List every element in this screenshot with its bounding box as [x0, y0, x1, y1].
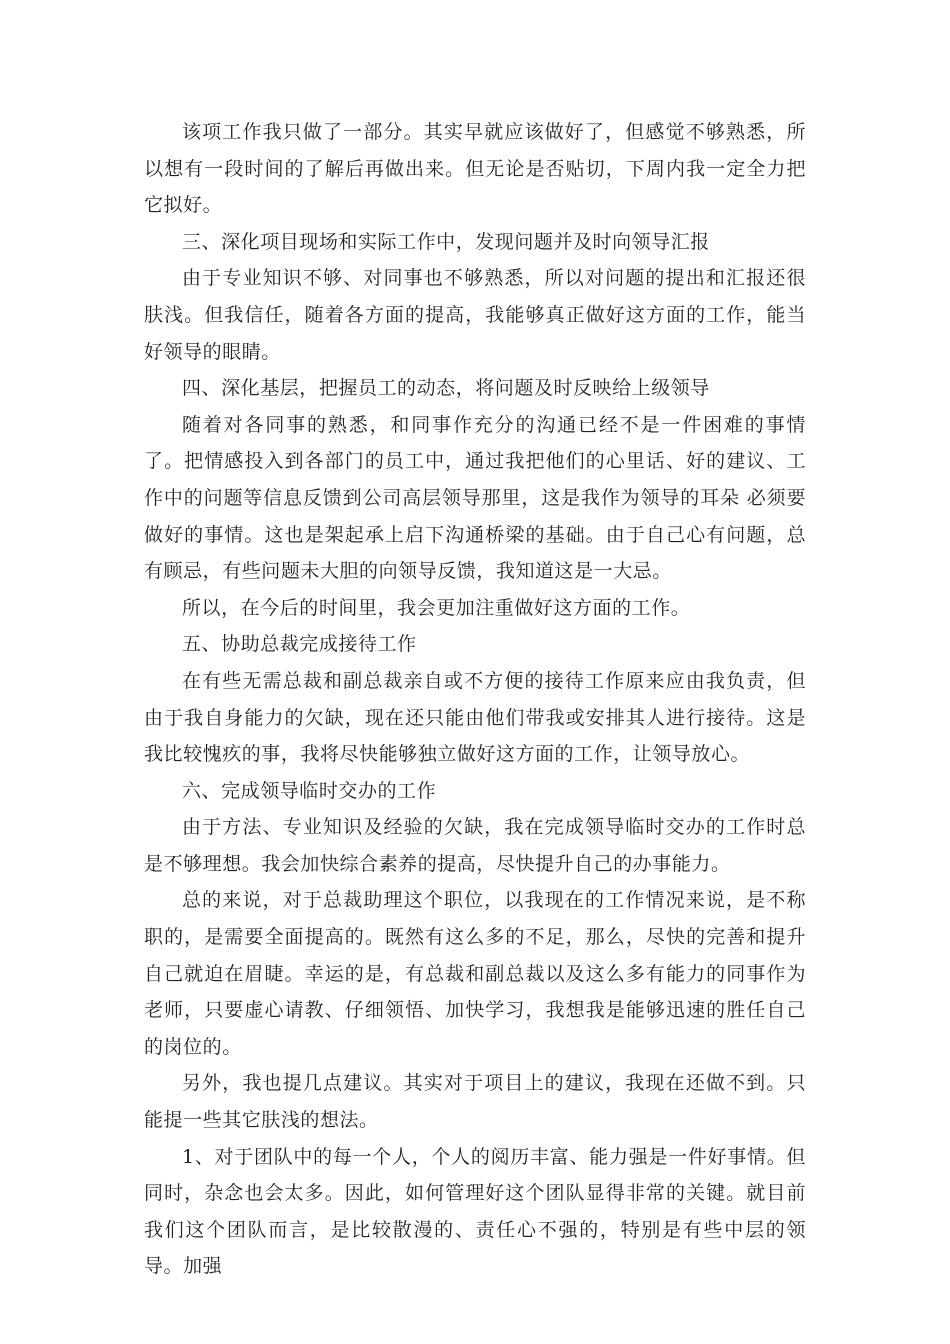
paragraph-8: 另外，我也提几点建议。其实对于项目上的建议，我现在还做不到。只能提一些其它肤浅的想法。	[144, 1072, 806, 1132]
paragraph-4: 所以，在今后的时间里，我会更加注重做好这方面的工作。	[182, 596, 691, 619]
paragraph-1: 该项工作我只做了一部分。其实早就应该做好了，但感觉不够熟悉，所以想有一段时间的了解后再做出来。但无论是否贴切，下周内我一定全力把它拟好。	[144, 121, 806, 217]
paragraph-6: 由于方法、专业知识及经验的欠缺，我在完成领导临时交办的工作时总是不够理想。我会加快综合素养的提高，尽快提升自己的办事能力。	[144, 816, 806, 875]
paragraph-3: 随着对各同事的熟悉，和同事作充分的沟通已经不是一件困难的事情了。把情感投入到各部门的员工中，通过我把他们的心里话、好的建议、工作中的问题等信息反馈到公司高层领导那里，这是我作为领导的耳朵 必须要做好的事情。这也是架起承上启下沟通桥梁的基础。由于自己心有问题，总有顾忌，有些问题未大胆的向领导反馈，我知道这是一大忌。	[144, 413, 806, 583]
document-body	[144, 114, 806, 1285]
paragraph-7: 总的来说，对于总裁助理这个职位，以我现在的工作情况来说，是不称职的，是需要全面提高的。既然有这么多的不足，那么，尽快的完善和提升自己就迫在眉睫。幸运的是，有总裁和副总裁以及这么多有能力的同事作为老师，只要虚心请教、仔细领悟、加快学习，我想我是能够迅速的胜任自己的岗位的。	[144, 889, 806, 1058]
paragraph-9: 1、对于团队中的每一个人，个人的阅历丰富、能力强是一件好事情。但同时，杂念也会太多。因此，如何管理好这个团队显得非常的关键。就目前我们这个团队而言，是比较散漫的、责任心不强的，特别是有些中层的领导。加强	[144, 1145, 806, 1278]
paragraph-2: 由于专业知识不够、对同事也不够熟悉，所以对问题的提出和汇报还很肤浅。但我信任，随着各方面的提高，我能够真正做好这方面的工作，能当好领导的眼睛。	[144, 267, 806, 363]
section-heading-4: 四、深化基层，把握员工的动态，将问题及时反映给上级领导	[182, 377, 710, 400]
section-heading-6: 六、完成领导临时交办的工作	[182, 779, 437, 802]
section-heading-3: 三、深化项目现场和实际工作中，发现问题并及时向领导汇报	[182, 230, 710, 253]
paragraph-5: 在有些无需总裁和副总裁亲自或不方便的接待工作原来应由我负责，但由于我自身能力的欠缺，现在还只能由他们带我或安排其人进行接待。这是我比较愧疚的事，我将尽快能够独立做好这方面的工作，让领导放心。	[144, 669, 806, 766]
section-heading-5: 五、协助总裁完成接待工作	[182, 633, 417, 656]
